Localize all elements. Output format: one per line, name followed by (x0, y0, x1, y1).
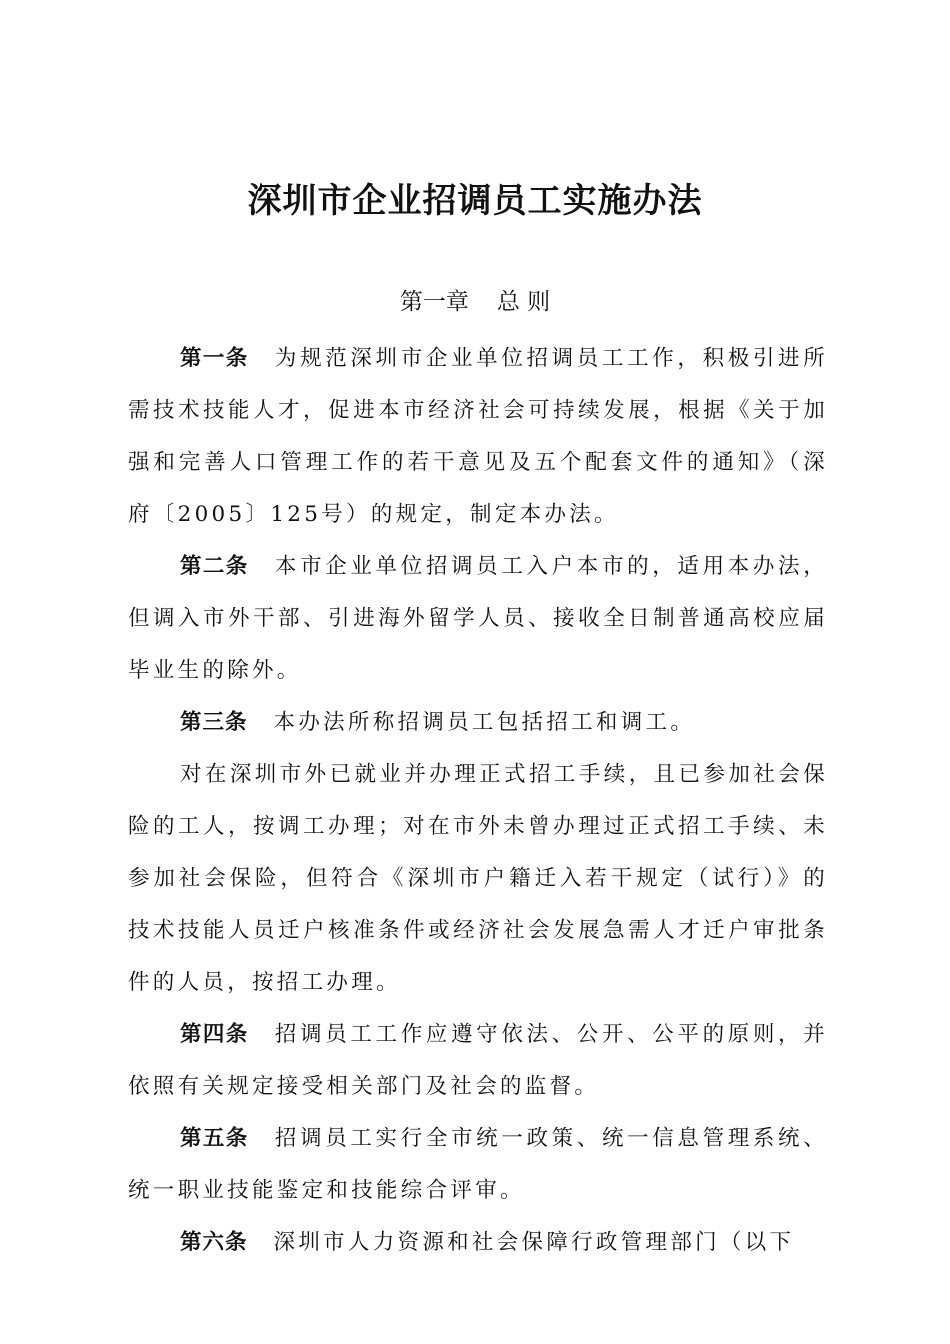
article-2 (128, 541, 828, 697)
article-text: 本市企业单位招调员工入户本市的，适用本办法，但调入市外干部、引进海外留学人员、接收全日制普通高校应届毕业生的除外。 (128, 554, 828, 683)
article-1 (128, 333, 828, 541)
document-title: 深圳市企业招调员工实施办法 (247, 181, 703, 221)
article-text: 为规范深圳市企业单位招调员工工作，积极引进所需技术技能人才，促进本市经济社会可持续发展，根据《关于加强和完善人口管理工作的若干意见及五个配套文件的通知》（深府〔2005〕125号）的规定，制定本办法。 (128, 346, 828, 527)
article-text: 本办法所称招调员工包括招工和调工。 (273, 710, 696, 735)
article-3 (128, 697, 828, 749)
article-5 (128, 1113, 828, 1217)
article-label: 第二条 (180, 554, 249, 579)
article-text: 招调员工工作应遵守依法、公开、公平的原则，并依照有关规定接受相关部门及社会的监督。 (128, 1022, 828, 1099)
article-label: 第一条 (180, 346, 249, 371)
article-text: 招调员工实行全市统一政策、统一信息管理系统、统一职业技能鉴定和技能综合评审。 (128, 1126, 828, 1203)
chapter-number: 第一章 (399, 289, 469, 315)
article-label: 第五条 (180, 1126, 249, 1151)
article-6 (128, 1217, 828, 1269)
chapter-name: 总 则 (496, 289, 551, 315)
article-3-detail (128, 749, 828, 1009)
article-label: 第六条 (180, 1230, 248, 1255)
article-label: 第四条 (180, 1022, 249, 1047)
document-body (128, 333, 828, 1269)
article-4 (128, 1009, 828, 1113)
article-label: 第三条 (180, 710, 248, 735)
article-text: 深圳市人力资源和社会保障行政管理部门（以下 (273, 1230, 795, 1255)
chapter-heading (0, 284, 950, 320)
paragraph-text: 对在深圳市外已就业并办理正式招工手续，且已参加社会保险的工人，按调工办理；对在市外未曾办理过正式招工手续、未参加社会保险，但符合《深圳市户籍迁入若干规定（试行）》的技术技能人员迁户核准条件或经济社会发展急需人才迁户审批条件的人员，按招工办理。 (128, 762, 828, 995)
